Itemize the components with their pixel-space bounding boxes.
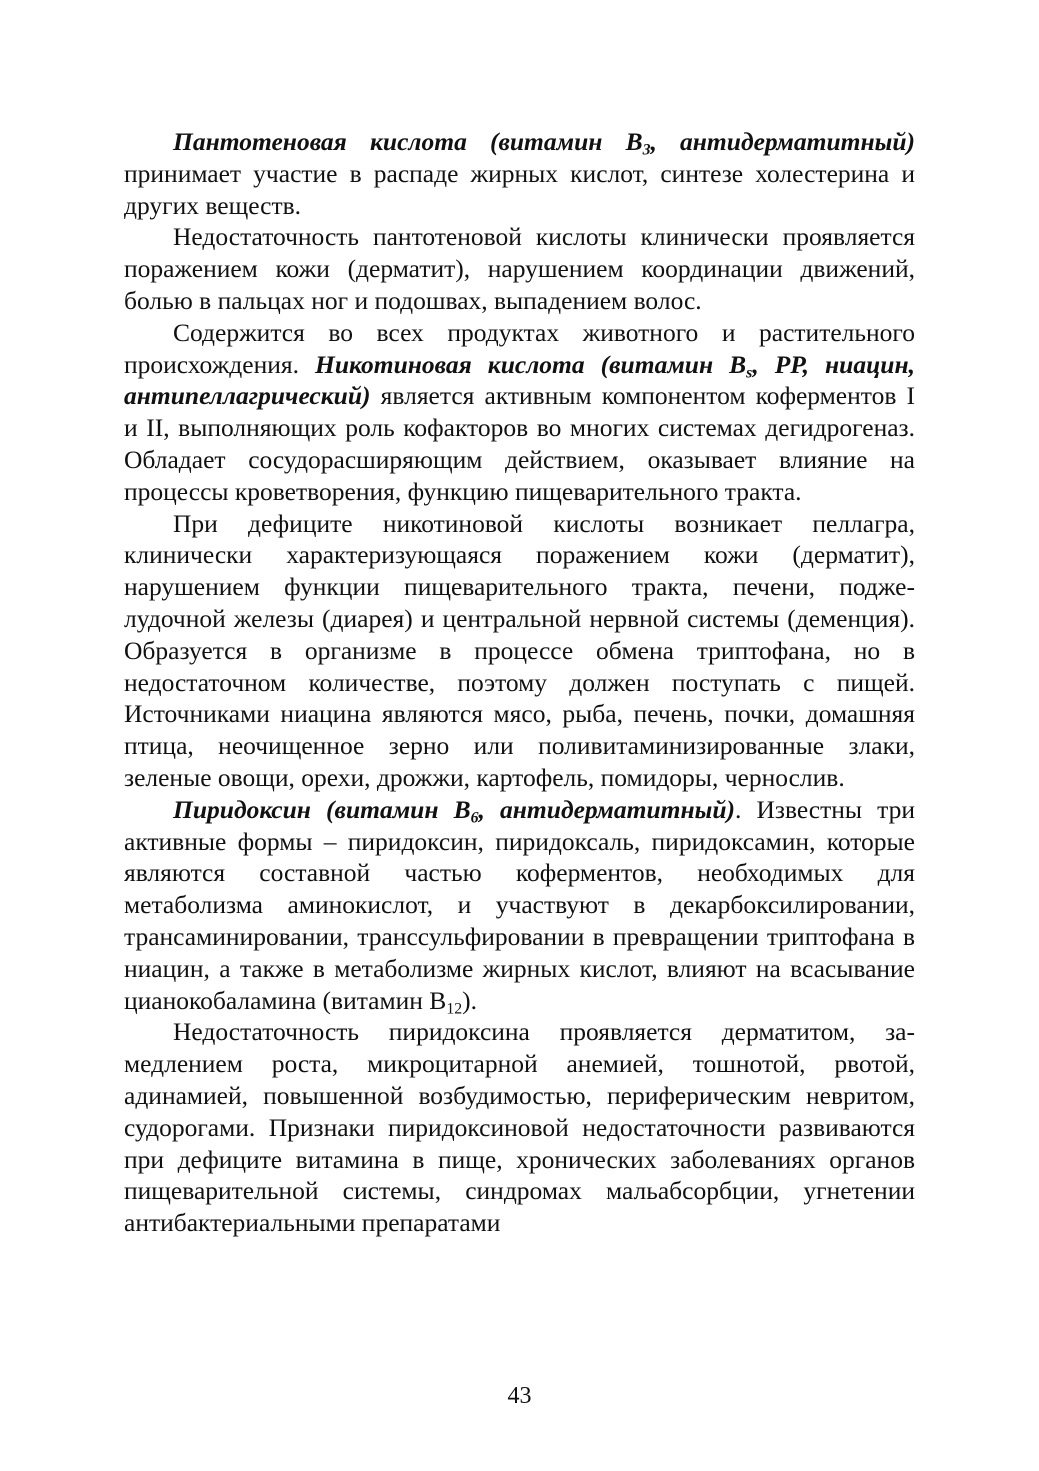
term-text: , PP, ниацин, антипеллагрический): [124, 349, 915, 411]
page-number: 43: [507, 1383, 532, 1409]
term-text: Пиридоксин (витамин B: [173, 794, 471, 824]
paragraph-pantothenic-acid: [124, 126, 915, 221]
term-subscript: 6: [470, 809, 479, 827]
paragraph-text: принимает участие в распаде жирных кислот, синтезе холестерина и других веществ.: [124, 158, 915, 220]
term-text: , антидерматитный): [650, 127, 915, 156]
paragraph-pyridoxine-deficiency: [124, 1016, 915, 1239]
paragraph-pellagra: [124, 508, 915, 794]
paragraph-text: Содержится во всех продуктах животного и растительного происхождения.: [124, 317, 915, 379]
paragraph-nicotinic-acid: [124, 317, 915, 508]
paragraph-pyridoxine: [124, 794, 915, 1017]
term-subscript: s: [746, 364, 753, 381]
paragraph-pantothenic-deficiency: [124, 221, 915, 316]
paragraph-text: . Известны три активные формы – пиридоксин, пиридоксаль, пиридоксамин, которые являются составной частью коферментов, необходимых для метаболизма аминокислот, и участвуют в декарбоксилировании, трансаминировании, транссульфировании в превращении триптофана в ниацин, а также в метаболизме жирных кислот, влияют на всасывание цианокобаламина (витамин B: [124, 794, 916, 1015]
term-pantothenic-acid: [173, 127, 915, 159]
term-subscript: 3: [642, 141, 651, 159]
text-subscript: 12: [446, 999, 463, 1017]
paragraph-text: При дефиците никотиновой кислоты возникает пеллагра, клинически характеризующаяся поражением кожи (дерматит), нарушением функции пищеварительного тракта, печени, поджелудочной железы (диарея) и центральной нервной системы (деменция). Образуется в организме в процессе обмена триптофана, но в недостаточном количестве, поэтому должен поступать с пищей. Источниками ниацина являются мясо, рыба, печень, почки, домашняя птица, неочищенное зерно или поливитаминизированные злаки, зеленые овощи, орехи, дрожжи, картофель, помидоры, чернослив.: [124, 508, 915, 792]
term-text: Пантотеновая кислота (витамин B: [173, 127, 643, 156]
term-text: Никотиновая кислота (витамин B: [315, 349, 747, 379]
paragraph-text: Недостаточность пантотеновой кислоты клинически проявляется поражением кожи (дерматит), нарушением координации движений, болью в пальцах ног и подошвах, выпадением волос.: [124, 222, 915, 315]
paragraph-text: Недостаточность пиридоксина проявляется дерматитом, замедлением роста, микроцитарной анемией, тошнотой, рвотой, адинамией, повышенной возбудимостью, периферическим невритом, судорогами. Признаки пиридоксиновой недостаточности развиваются при дефиците витамина в пище, хронических заболеваниях органов пищеварительной системы, синдромах мальабсорбции, угнетении антибактериальными препаратами: [124, 1017, 915, 1238]
page-body: [124, 126, 915, 1239]
term-pyridoxine: [173, 794, 735, 827]
paragraph-text: ).: [462, 985, 477, 1015]
paragraph-text: является активным компонентом коферментов I и II, выполняющих роль кофакторов во многих системах дегидрогеназ. Обладает сосудорасширяющим действием, оказывает влияние на процессы кроветворения, функцию пищеварительного тракта.: [124, 381, 915, 506]
term-text: , антидерматитный): [478, 794, 735, 824]
